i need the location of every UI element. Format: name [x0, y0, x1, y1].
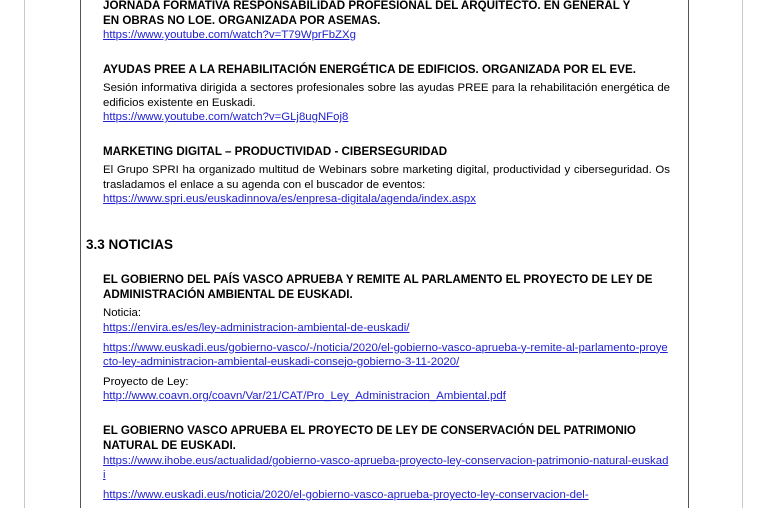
news-link[interactable]: https://www.ihobe.eus/actualidad/gobierno-vasco-aprueba-proyecto-ley-conservacion-patrimonio-natural-euskadi — [103, 455, 669, 481]
event-title-line-1: JORNADA FORMATIVA RESPONSABILIDAD PROFESIONAL DEL ARQUITECTO. EN GENERAL Y — [103, 0, 631, 12]
event-item-1 — [103, 0, 670, 42]
event-description: Sesión informativa dirigida a sectores profesionales sobre las ayudas PREE para la rehabilitación energética de edificios existente en Euskadi. — [103, 82, 670, 109]
news-label: Proyecto de Ley: — [103, 375, 189, 388]
news-item-1 — [103, 272, 670, 403]
event-item-3 — [103, 144, 670, 206]
news-link[interactable]: https://www.euskadi.eus/gobierno-vasco/-/noticia/2020/el-gobierno-vasco-aprueba-y-remite-al-parlamento-proyecto-ley-administracion-ambiental-euskadi-consejo-gobierno-3-11-2020/ — [103, 341, 668, 368]
event-item-2 — [103, 62, 670, 124]
news-link[interactable]: https://envira.es/es/ley-administracion-ambiental-de-euskadi/ — [103, 321, 410, 334]
event-link[interactable]: https://www.youtube.com/watch?v=T79WprFbZXg — [103, 29, 356, 41]
event-link[interactable]: https://www.youtube.com/watch?v=GLj8ugNFoj8 — [103, 111, 349, 123]
news-label: Noticia: — [103, 307, 141, 319]
event-title: AYUDAS PREE A LA REHABILITACIÓN ENERGÉTICA DE EDIFICIOS. ORGANIZADA POR EL EVE. — [103, 63, 636, 76]
news-link[interactable]: http://www.coavn.org/coavn/Var/21/CAT/Pro_Ley_Administracion_Ambiental.pdf — [103, 390, 506, 402]
event-link[interactable]: https://www.spri.eus/euskadinnova/es/enpresa-digitala/agenda/index.aspx — [103, 193, 476, 205]
news-link[interactable]: https://www.euskadi.eus/noticia/2020/el-gobierno-vasco-aprueba-proyecto-ley-conservacion-del- — [103, 489, 589, 501]
event-description: El Grupo SPRI ha organizado multitud de Webinars sobre marketing digital, productividad y ciberseguridad. Os trasladamos el enlace a su agenda con el buscador de eventos: — [103, 164, 670, 191]
section-title: 3.3 NOTICIAS — [86, 237, 174, 252]
news-title: EL GOBIERNO VASCO APRUEBA EL PROYECTO DE LEY DE CONSERVACIÓN DEL PATRIMONIO NATURAL DE EUSKADI. — [103, 424, 636, 452]
event-title-line-2: EN OBRAS NO LOE. ORGANIZADA POR ASEMAS. — [103, 14, 381, 27]
news-title: EL GOBIERNO DEL PAÍS VASCO APRUEBA Y REMITE AL PARLAMENTO EL PROYECTO DE LEY DE ADMINISTRACIÓN AMBIENTAL DE EUSKADI. — [103, 273, 653, 301]
news-item-2 — [103, 423, 670, 502]
event-title: MARKETING DIGITAL – PRODUCTIVIDAD - CIBERSEGURIDAD — [103, 145, 448, 158]
